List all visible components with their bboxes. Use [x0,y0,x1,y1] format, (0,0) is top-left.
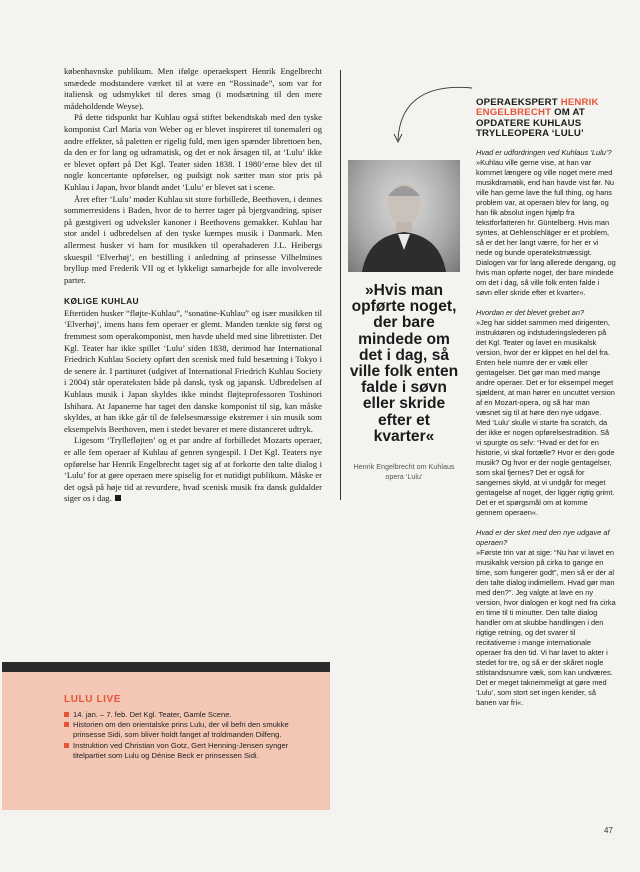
article-paragraph: Eftertiden husker “fløjte-Kuhlau”, “sonatine-Kuhlau” og især musikken til ‘Elverhøj’, imens hans fem operaer er glemt. Manden tænkte sig først og fremmest som operakomponist, men havde uheld med sine librettister. Det Kgl. Teater har ikke spillet ‘Lulu’ siden 1838, derimod har International Friedrich Kuhlau Society opført den scenisk med fuld besætning i Tokyo i de senere år. I partituret (udgivet af International Friedrich Kuhlau Society i 2004) står operateksten både på dansk, tysk og japansk. Udbredelsen af Kuhlaus musik i Japan skyldes ikke mindst fløjteprofessoren Toshinori Ishihara. At Japanerne har taget den danske komponist til sig, kan måske skyldes, at han ikke går til de følelsesmæssige ekstremer i sin musik som eksempelvis Beethoven, men i stedet bevarer et mere distanceret udtryk. [64,307,322,434]
article-left-column [64,66,322,505]
column-divider [340,70,341,500]
list-item-text: 14. jan. – 7. feb. Det Kgl. Teater, Gamle Scene. [73,710,232,719]
article-paragraph: Året efter ‘Lulu’ møder Kuhlau sit store forbillede, Beethoven, i dennes sommerresidens i Baden, hvor de to herrer tager på bjergvandring, spiser på gæstgiveri og udveksler kanoner i Beethovens gemakker. Kuhlau har stor andel i udbredelsen af den tyske kæmpes musik i Danmark. Men allermest husker vi ham for musikken til operahaderen J.L. Heibergs skuespil ‘Elverhøj’, en bestilling i anledning af prinsesse Vilhelmines bryllup med Frederik VII og et lykkeligt samarbejde for alle involverede parter. [64,193,322,285]
bullet-icon [64,743,69,748]
interview-heading-pre: OPERAEKSPERT [476,97,561,108]
end-mark-icon [115,495,121,501]
portrait-photo [348,160,460,272]
article-paragraph-text: Ligesom ‘Tryllefløjten’ og et par andre af forbilledet Mozarts operaer, er alle fem operaer af Kuhlau af genren syngespil. I Det Kgl. Teaters nye opførelse har Henrik Engelbrecht taget sig af at forkorte den talte dialog i ‘Lulu’ for at gøre operaen mere spiselig for et nutidigt publikum. Måske er det også på høje tid at revurdere, hvad scenisk musik fra dansk guldalder siger os i dag. [64,435,322,504]
interview-answer: »Kuhlau ville gerne vise, at han var kommet længere og ville noget mere med musikdramatik, end han havde vist før. Nu ville han gerne lave the full thing, og hans problem var, at operaen blev for lang, og han fik absolut ingen hjælp fra tekstforfatteren hr. Güntelberg. Hvis man syntes, at Oehlenschläger er et problem, så er det her langt værre, for her er vi nede og bunde operatekstmæssigt. Dialogen var for lang allerede dengang, og hvis man opførte noget, der bare mindede om det i dag, så ville folk enten falde i søvn eller skride efter et kvarter«. [476,158,616,297]
article-paragraph: På dette tidspunkt har Kuhlau også stiftet bekendtskab med den tyske komponist Carl Maria von Weber og er blevet inspireret til tonemaleri og andre effekter, så paletten er rigelig fuld, men igen spænder librettoen ben, da den er for lang og udramatisk, og det er nok årsagen til, at ‘Lulu’ ikke er blevet opført på Det Kgl. Teater siden 1838. I 1980’erne blev det til nogle koncertante opførelser, og pudsigt nok sætter man stor pris på Kuhlau i Japan, hvor blandt andet ‘Lulu’ er blevet sat i scene. [64,112,322,192]
person-silhouette-icon [348,160,460,272]
interview-question: Hvad er der sket med den nye udgave af operaen? [476,528,610,547]
list-item-text: Historien om den orientalske prins Lulu, der vil befri den smukke prinsesse Sidi, som bliver holdt fanget af troldmanden Dilfeng. [73,720,289,740]
interview-question: Hvordan er det blevet grebet an? [476,308,585,317]
bullet-icon [64,722,69,727]
page-number: 47 [604,826,613,835]
bullet-icon [64,712,69,717]
interview-question: Hvad er udfordringen ved Kuhlaus ‘Lulu’? [476,148,612,157]
interview-heading [476,98,626,140]
interview-answer: »Første trin var at sige: “Nu har vi lavet en musikalsk version på cirka to gange en time, som fungerer godt”, men så er der al den talte dialog indimellem. Hvad gør man med den?”. Jeg valgte at lave en ny version, hvor dialogen er kogt ned fra cirka en time til ti minutter. Den talte dialog handler om at skubbe handlingen i den rigtige retning, og det svarer til recitativerne i mange internationale operaer fra den tid. Vi har lavet to akter i stedet for tre, og så er der skåret nogle stilstandsnumre væk, som kan undværes. Det er meget taknemmeligt at gøre med ‘Lulu’, som stort set ingen kender, så banen var fri«. [476,548,616,707]
curved-arrow-icon [360,80,480,150]
list-item [64,710,314,720]
list-item [64,720,314,740]
list-item-text: Instruktion ved Christian von Gotz, Gert Henning-Jensen synger titelpartiet som Lulu og Dénise Beck er prinsessen Sidi. [73,740,289,760]
lulu-live-title: LULU LIVE [64,694,122,705]
pull-quote: »Hvis man opførte noget, der bare mindede om det i dag, så ville folk enten falde i søvn eller skride efter et kvarter« [349,282,459,445]
pull-quote-caption: Henrik Engelbrecht om Kuhlaus opera ‘Lulu’ [353,462,455,481]
interview-answer: »Jeg har siddet sammen med dirigenten, instruktøren og indstuderingslederen på det Kgl. Teater og lavet en musikalsk version, hvor der er klippet en hel del fra. Enten hele numre der er væk eller gentagelser. Det gør man med mange andre operaer. Det er for eksempel meget sjældent, at man hører en uncuttet version af en Mozart-opera, og så har man væsnet sig til at høre den nye udgave. Med ‘Lulu’ skulle vi starte fra scratch, da der ikke er nogen opførelsestradition. Så vi spurgte os selv: “Hvad er det for en historie, vi skal fortælle? Hvor er den gode musik? Og hvor er der nogle gentagelser, som skal fjernes? Det er også for sangernes skyld, at vi undgår for meget gentagelse af noget, der ligger rigtig grimt. Det er et spørgsmål om at komme gennem operaen«. [476,318,615,517]
article-paragraph: københavnske publikum. Men ifølge operaekspert Henrik Engelbrecht smædede modstandere værket til at være en “Rossinade”, som var for italiensk og udsmykket til deres smag (i modsætning til den mere mådeholdende Weyse). [64,66,322,111]
interview-column [476,148,616,708]
article-paragraph [64,435,322,505]
interview-heading-post: OM AT OPDATERE KUHLAUS TRYLLEOPERA ‘LULU’ [476,107,585,140]
article-subheading: KØLIGE KUHLAU [64,296,139,307]
list-item [64,741,314,761]
lulu-live-box [2,662,330,810]
interview-heading-accent: HENRIK ENGELBRECHT [476,97,599,119]
lulu-live-list [64,710,314,761]
